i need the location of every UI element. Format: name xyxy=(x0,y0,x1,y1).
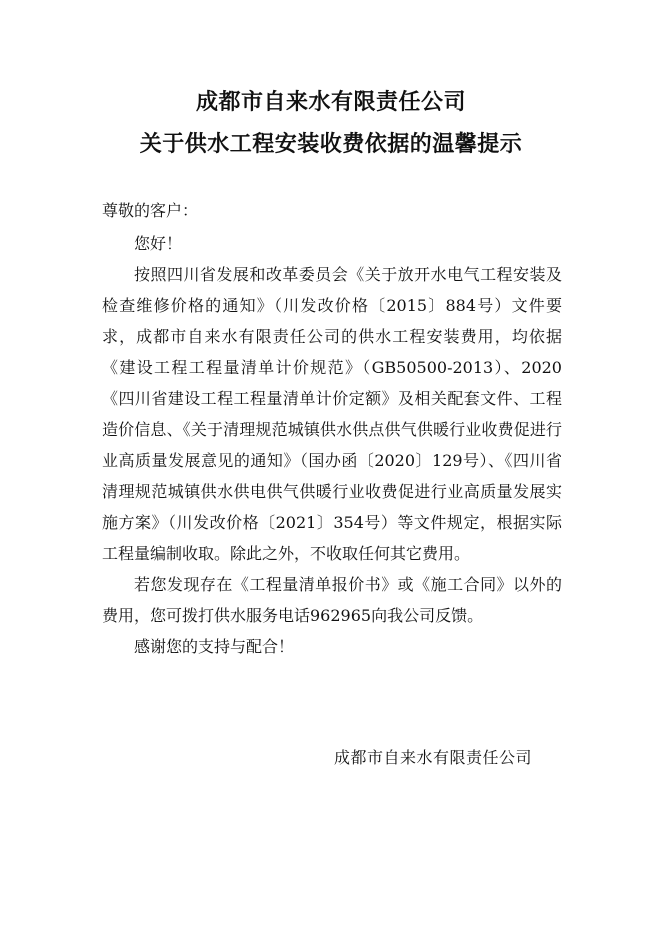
greeting: 尊敬的客户： xyxy=(102,201,199,220)
signature: 成都市自来水有限责任公司 xyxy=(334,748,533,767)
paragraph-salutation: 您好！ xyxy=(134,234,183,253)
paragraph-thanks: 感谢您的支持与配合！ xyxy=(134,637,295,656)
paragraph-main: 按照四川省发展和改革委员会《关于放开水电气工程安装及检查维修价格的通知》（川发改价格〔2015〕884号）文件要求，成都市自来水有限责任公司的供水工程安装费用，均依据《建设工程工程量清单计价规范》（GB50500-2013）、2020《四川省建设工程工程量清单计价定额》及相关配套文件、工程造价信息、《关于清理规范城镇供水供点供气供暖行业收费促进行业高质量发展意见的通知》（国办函〔2020〕129号）、《四川省清理规范城镇供水供电供气供暖行业收费促进行业高质量发展实施方案》（川发改价格〔2021〕354号）等文件规定，根据实际工程量编制收取。除此之外，不收取任何其它费用。 xyxy=(102,265,562,563)
paragraph-feedback: 若您发现存在《工程量清单报价书》或《施工合同》以外的费用，您可拨打供水服务电话962965向我公司反馈。 xyxy=(102,575,562,625)
document-body xyxy=(102,228,562,662)
document-title-line1: 成都市自来水有限责任公司 xyxy=(195,89,466,115)
document-title-line2: 关于供水工程安装收费依据的温馨提示 xyxy=(139,131,523,157)
